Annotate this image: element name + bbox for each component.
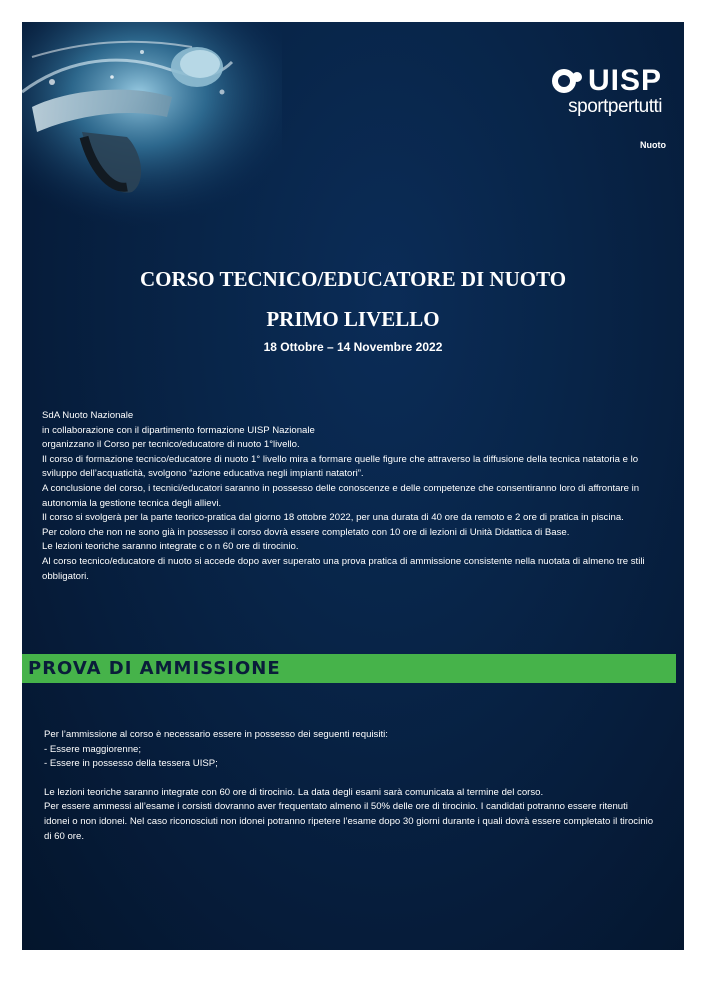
uisp-emblem-icon <box>550 67 584 95</box>
uisp-logo-mark <box>532 66 662 96</box>
intro-line: organizzano il Corso per tecnico/educatore di nuoto 1°livello. <box>42 439 300 451</box>
admission-banner <box>22 654 676 683</box>
requirement-line: - Essere in possesso della tessera UISP; <box>44 758 218 770</box>
course-dates: 18 Ottobre – 14 Novembre 2022 <box>263 340 443 354</box>
course-level: PRIMO LIVELLO <box>266 307 440 331</box>
course-title: CORSO TECNICO/EDUCATORE DI NUOTO <box>139 267 567 291</box>
requirement-line: - Essere maggiorenne; <box>44 743 142 755</box>
swimmer-photo <box>22 22 282 227</box>
exam-note: Le lezioni teoriche saranno integrate con 60 ore di tirocinio. La data degli esami sarà comunicata al termine del corso. <box>44 786 544 798</box>
intro-line: Le lezioni teoriche saranno integrate c o n 60 ore di tirocinio. <box>42 541 299 553</box>
intro-line: Il corso si svolgerà per la parte teorico-pratica dal giorno 18 ottobre 2022, per una durata di 40 ore da remoto e 2 ore di pratica in piscina. <box>42 512 624 524</box>
requirement-line: Per l’ammissione al corso è necessario essere in possesso dei seguenti requisiti: <box>44 729 388 740</box>
requirements-text <box>44 728 654 844</box>
flyer <box>22 22 684 950</box>
admission-heading: PROVA DI AMMISSIONE <box>28 658 281 679</box>
uisp-tagline: sportpertutti <box>568 96 662 117</box>
intro-line: in collaborazione con il dipartimento formazione UISP Nazionale <box>42 424 315 436</box>
intro-line: Il corso di formazione tecnico/educatore di nuoto 1° livello mira a formare quelle figure che attraverso la diffusione della tecnica natatoria e lo sviluppo dell’acquaticità, svolgono “azione educativa negli impianti natatori”. <box>42 453 639 480</box>
uisp-brand: UISP <box>587 64 662 97</box>
intro-line: A conclusione del corso, i tecnici/educatori saranno in possesso delle conoscenze e delle competenze che consentiranno loro di affrontare in autonomia la gestione tecnica degli allievi. <box>42 482 640 509</box>
exam-note: Per essere ammessi all’esame i corsisti dovranno aver frequentato almeno il 50% delle ore di tirocinio. I candidati potranno essere ritenuti idonei o non idonei. Nel caso riconosciuti non idonei potranno ripetere l’esame dopo 30 giorni durante i quali dovrà essere completato il tirocinio di 60 ore. <box>44 801 654 842</box>
intro-line: SdA Nuoto Nazionale <box>42 410 134 421</box>
uisp-logo <box>532 66 662 118</box>
intro-text <box>42 409 674 584</box>
section-label: Nuoto <box>640 140 666 150</box>
intro-line: Al corso tecnico/educatore di nuoto si accede dopo aver superato una prova pratica di ammissione consistente nella nuotata di almeno tre stili obbligatori. <box>42 555 645 582</box>
intro-line: Per coloro che non ne sono già in possesso il corso dovrà essere completato con 10 ore di lezioni di Unità Didattica di Base. <box>42 526 570 538</box>
